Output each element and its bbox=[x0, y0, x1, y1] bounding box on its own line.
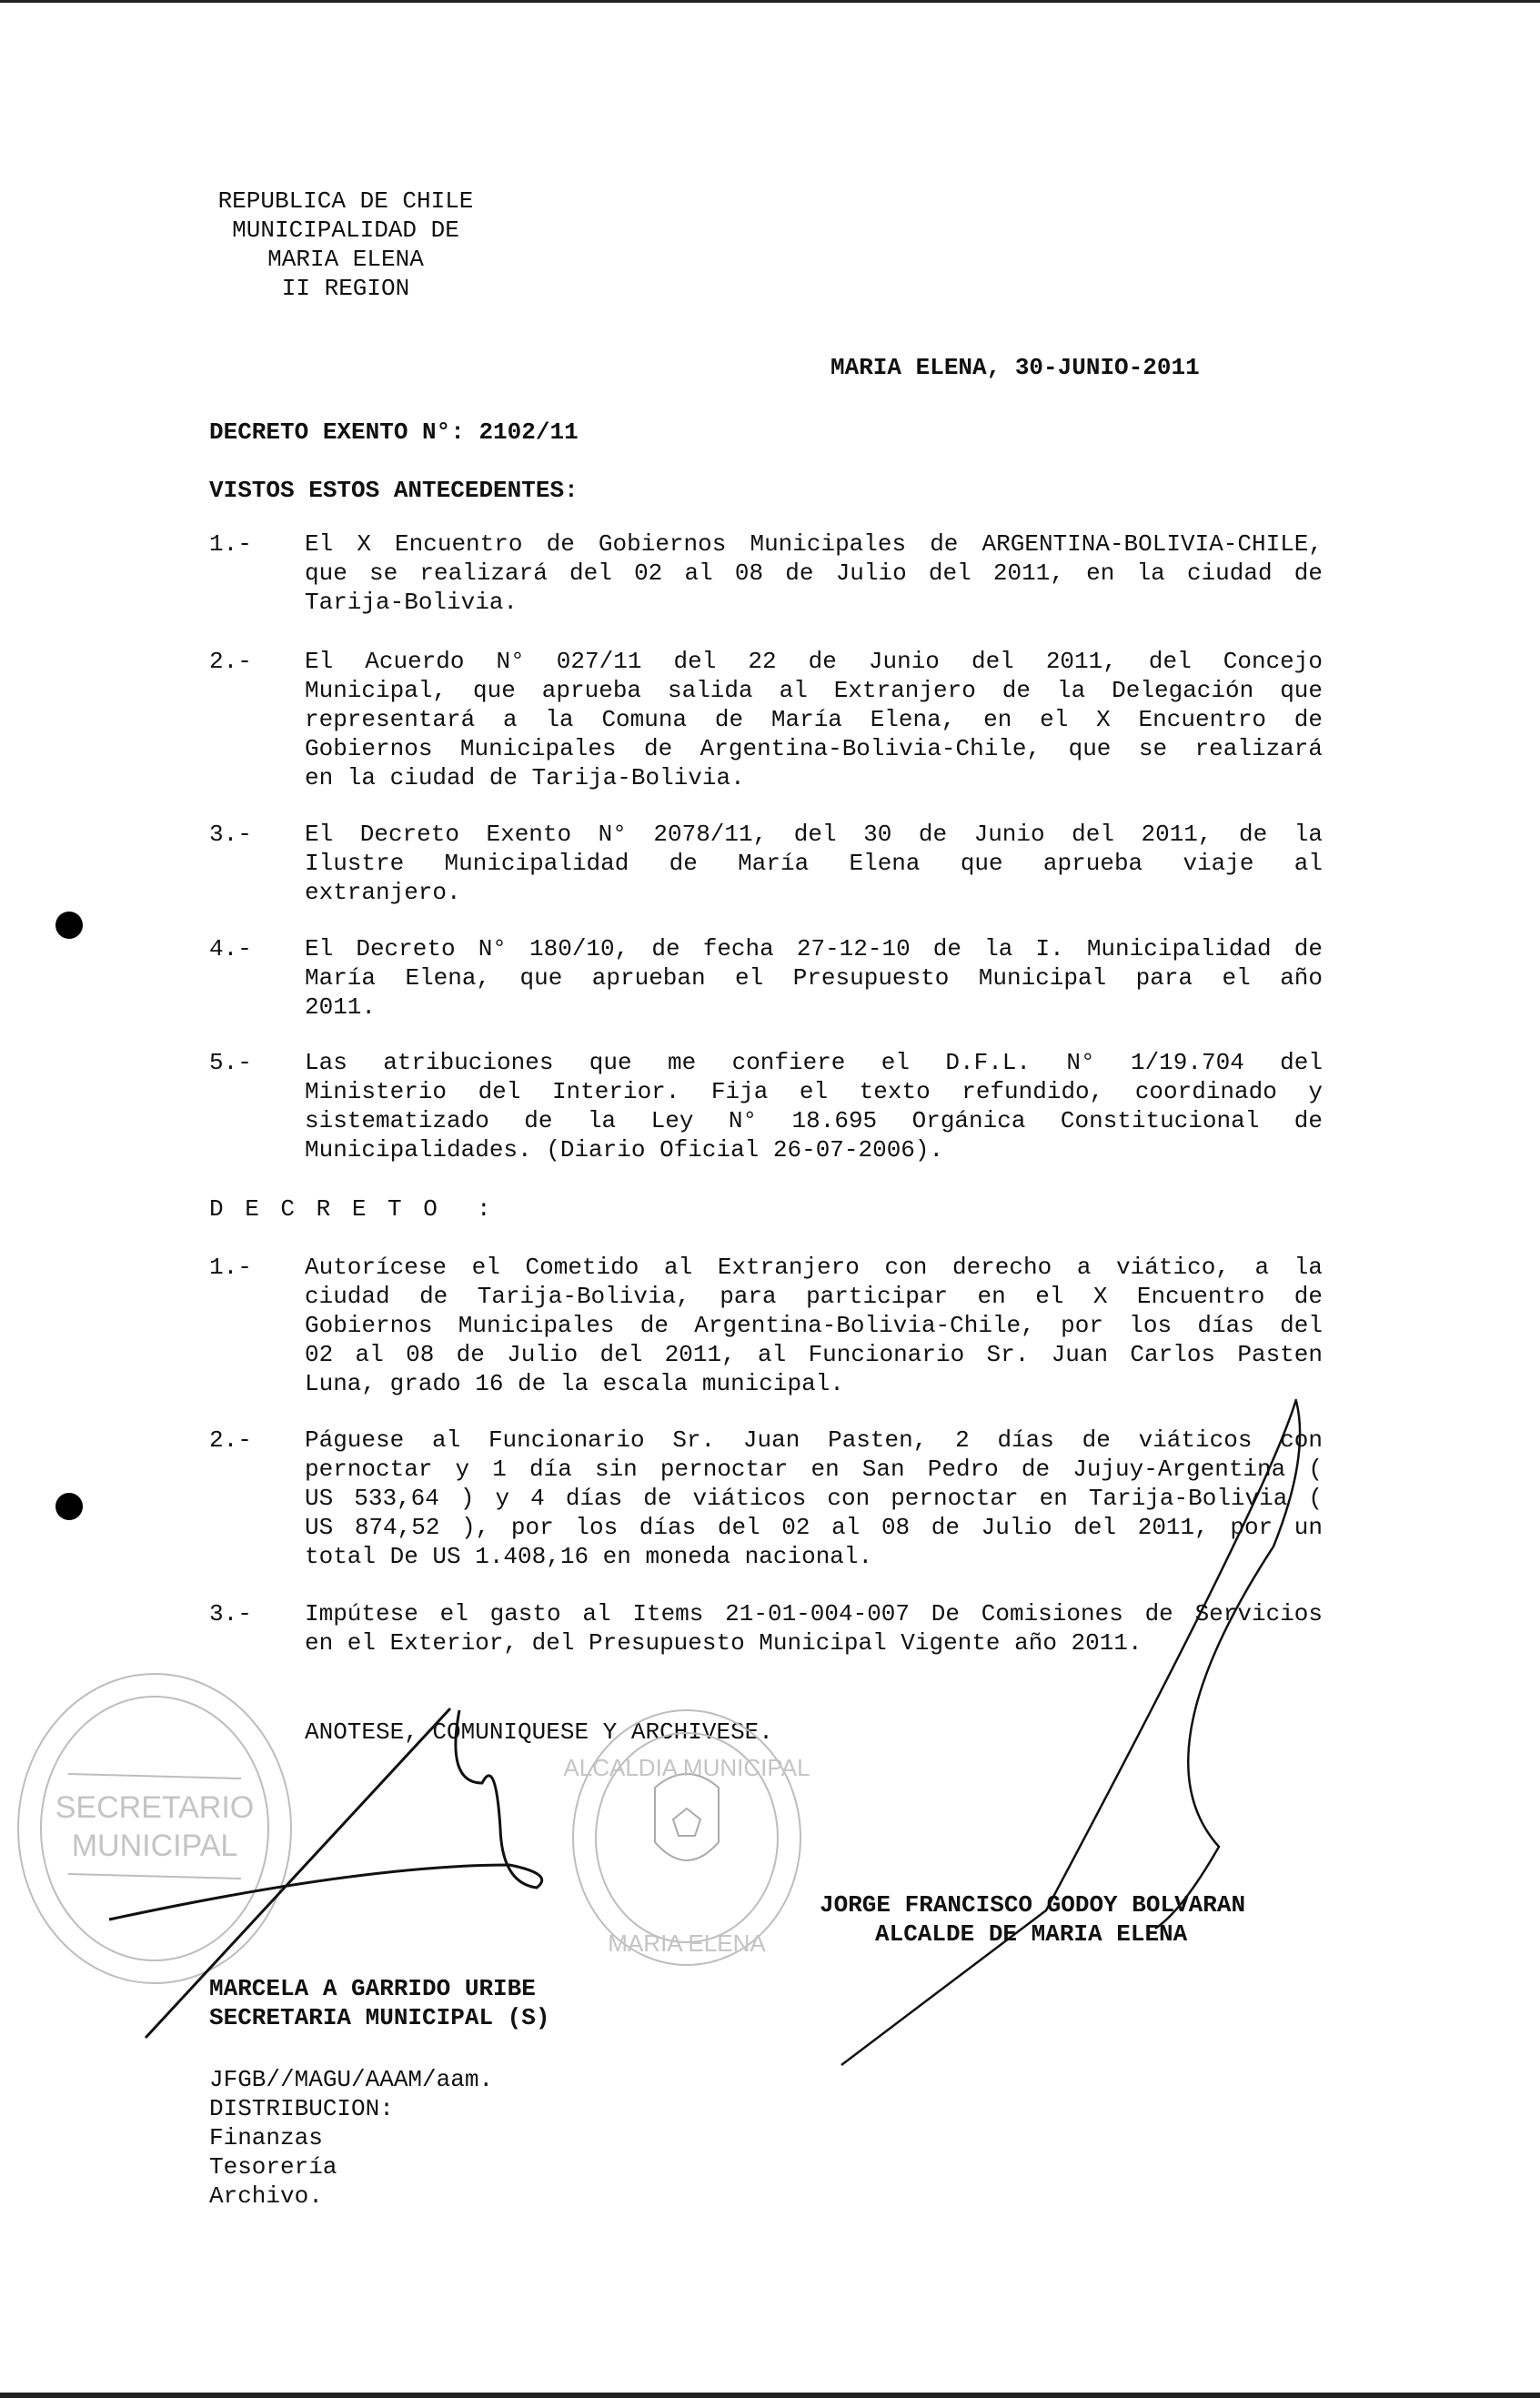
mayor-signature bbox=[841, 1399, 1300, 2065]
mayor-name: JORGE FRANCISCO GODOY BOLVARAN bbox=[820, 1891, 1246, 1919]
paragraph-line: 02 al 08 de Julio del 2011, al Funcionario Sr. Juan Carlos Pasten bbox=[305, 1341, 1323, 1368]
decree-number: DECRETO EXENTO N°: 2102/11 bbox=[209, 418, 579, 446]
mayor-title: ALCALDE DE MARIA ELENA bbox=[875, 1920, 1188, 1948]
paragraph-line: en la ciudad de Tarija-Bolivia. bbox=[305, 764, 745, 791]
paragraph-line: Luna, grado 16 de la escala municipal. bbox=[305, 1370, 844, 1397]
distribution-recipient: Finanzas bbox=[209, 2124, 323, 2151]
item-number: 2.- bbox=[209, 1426, 252, 1454]
stamp-text: MARIA ELENA bbox=[608, 1929, 766, 1957]
item-number: 4.- bbox=[209, 935, 252, 962]
document-date: MARIA ELENA, 30-JUNIO-2011 bbox=[830, 354, 1200, 381]
item-number: 5.- bbox=[209, 1049, 252, 1076]
paragraph-line: US 874,52 ), por los días del 02 al 08 de Julio del 2011, por un bbox=[305, 1514, 1323, 1541]
secretary-name: MARCELA A GARRIDO URIBE bbox=[209, 1975, 536, 2002]
letterhead-line: II REGION bbox=[281, 275, 410, 302]
closing-formula: ANOTESE, COMUNIQUESE Y ARCHIVESE. bbox=[305, 1718, 773, 1746]
secretary-title: SECRETARIA MUNICIPAL (S) bbox=[209, 2004, 550, 2031]
paragraph-line: Autorícese el Cometido al Extranjero con derecho a viático, a la bbox=[305, 1254, 1323, 1281]
stamp-text: MUNICIPAL bbox=[71, 1829, 238, 1863]
letterhead-line: REPUBLICA DE CHILE bbox=[217, 187, 474, 215]
paragraph-line: sistematizado de la Ley N° 18.695 Orgánica Constitucional de bbox=[305, 1107, 1323, 1134]
secretary-signature bbox=[109, 1708, 542, 2038]
paragraph-line: que se realizará del 02 al 08 de Julio del 2011, en la ciudad de bbox=[305, 559, 1323, 587]
paragraph-line: Gobiernos Municipales de Argentina-Bolivia-Chile, que se realizará bbox=[305, 735, 1323, 762]
paragraph-line: en el Exterior, del Presupuesto Municipal Vigente año 2011. bbox=[305, 1629, 1142, 1657]
secretary-stamp bbox=[18, 1674, 291, 1983]
paragraph-line: US 533,64 ) y 4 días de viáticos con pernoctar en Tarija-Bolivia ( bbox=[305, 1485, 1323, 1512]
letterhead-line: MUNICIPALIDAD DE bbox=[232, 217, 459, 244]
paragraph-line: Ministerio del Interior. Fija el texto refundido, coordinado y bbox=[305, 1078, 1323, 1105]
paragraph-line: Gobiernos Municipales de Argentina-Bolivia-Chile, por los días del bbox=[305, 1312, 1323, 1339]
paragraph-line: Municipal, que aprueba salida al Extranjero de la Delegación que bbox=[305, 677, 1323, 704]
stamp-text: SECRETARIO bbox=[55, 1790, 255, 1825]
distribution-recipient: Archivo. bbox=[209, 2182, 323, 2210]
paragraph-line: El Acuerdo N° 027/11 del 22 de Junio del 2011, del Concejo bbox=[305, 648, 1323, 675]
item-number: 1.- bbox=[209, 1254, 252, 1281]
paragraph-line: Municipalidades. (Diario Oficial 26-07-2006). bbox=[305, 1136, 944, 1164]
stamp-text: ALCALDIA MUNICIPAL bbox=[563, 1754, 810, 1781]
item-number: 1.- bbox=[209, 530, 252, 558]
paragraph-line: Tarija-Bolivia. bbox=[305, 589, 518, 616]
paragraph-line: representará a la Comuna de María Elena, en el X Encuentro de bbox=[305, 706, 1323, 733]
paragraph-line: Impútese el gasto al Items 21-01-004-007 De Comisiones de Servicios bbox=[305, 1600, 1323, 1627]
distribution-heading: DISTRIBUCION: bbox=[209, 2095, 394, 2122]
item-number: 2.- bbox=[209, 648, 252, 675]
paragraph-line: 2011. bbox=[305, 993, 377, 1021]
item-number: 3.- bbox=[209, 821, 252, 848]
distribution-recipient: Tesorería bbox=[209, 2153, 337, 2181]
paragraph-line: ciudad de Tarija-Bolivia, para participar en el X Encuentro de bbox=[305, 1283, 1323, 1310]
paragraph-line: total De US 1.408,16 en moneda nacional. bbox=[305, 1543, 873, 1570]
paragraph-line: El Decreto Exento N° 2078/11, del 30 de Junio del 2011, de la bbox=[305, 821, 1323, 848]
paragraph-line: Páguese al Funcionario Sr. Juan Pasten, 2 días de viáticos con bbox=[305, 1426, 1323, 1454]
paragraph-line: El X Encuentro de Gobiernos Municipales de ARGENTINA-BOLIVIA-CHILE, bbox=[305, 530, 1323, 558]
paragraph-line: Ilustre Municipalidad de María Elena que aprueba viaje al bbox=[305, 850, 1323, 877]
decreto-heading: D E C R E T O : bbox=[209, 1195, 495, 1223]
letterhead-line: MARIA ELENA bbox=[267, 246, 424, 273]
mayor-stamp bbox=[563, 1710, 810, 1965]
item-number: 3.- bbox=[209, 1600, 252, 1627]
paragraph-line: Las atribuciones que me confiere el D.F.L. N° 1/19.704 del bbox=[305, 1049, 1323, 1076]
vistos-heading: VISTOS ESTOS ANTECEDENTES: bbox=[209, 477, 579, 504]
paragraph-line: extranjero. bbox=[305, 879, 461, 906]
paragraph-line: María Elena, que aprueban el Presupuesto Municipal para el año bbox=[305, 964, 1323, 992]
paragraph-line: pernoctar y 1 día sin pernoctar en San Pedro de Jujuy-Argentina ( bbox=[305, 1456, 1323, 1483]
reference-initials: JFGB//MAGU/AAAM/aam. bbox=[209, 2066, 494, 2093]
paragraph-line: El Decreto N° 180/10, de fecha 27-12-10 de la I. Municipalidad de bbox=[305, 935, 1323, 962]
